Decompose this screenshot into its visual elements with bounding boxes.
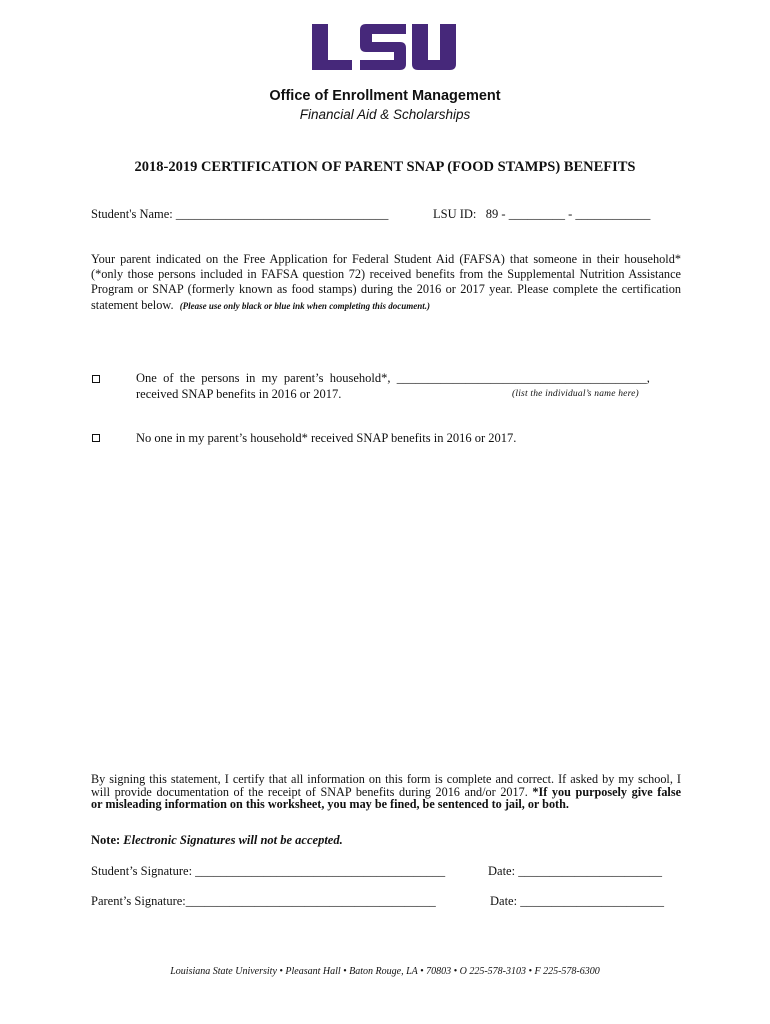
lsu-id-field[interactable]: LSU ID: 89 - _________ - ____________ (433, 207, 651, 221)
lsu-logo-graphic (310, 22, 460, 72)
cert-warning-start: *If you purposely give false (532, 784, 681, 799)
intro-line: Your parent indicated on the Free Application for Federal Student Aid (FAFSA) that someone in their household* (91, 252, 681, 266)
name-hint: (list the individual’s name here) (512, 389, 639, 399)
student-signature-field[interactable]: Student’s Signature: ________________________________________ (91, 864, 446, 878)
parent-signature-field[interactable]: Parent’s Signature:________________________________________ (91, 894, 436, 908)
intro-line: (*only those persons included in FAFSA question 72) received benefits from the Supplemental Nutrition Assistance (91, 267, 681, 282)
intro-paragraph (91, 252, 681, 314)
certification-paragraph (91, 773, 681, 811)
option-someone-text-2: received SNAP benefits in 2016 or 2017. (136, 387, 342, 401)
intro-last-text: statement below. (91, 297, 174, 312)
cert-warning-end: or misleading information on this worksheet, you may be fined, be sentenced to jail, or both. (91, 797, 569, 811)
parent-date-field[interactable]: Date: _______________________ (490, 894, 664, 908)
lsu-logo (310, 22, 460, 72)
intro-line: Program or SNAP (formerly known as food stamps) during the 2016 or 2017 year. Please complete the certification (91, 282, 681, 297)
office-name: Office of Enrollment Management (269, 88, 501, 104)
note-label: Note: (91, 833, 121, 847)
note-text: Electronic Signatures will not be accepted. (120, 833, 343, 847)
form-title: 2018-2019 CERTIFICATION OF PARENT SNAP (FOOD STAMPS) BENEFITS (134, 159, 636, 175)
option-someone-checkbox[interactable] (92, 375, 100, 383)
option-someone-text: One of the persons in my parent’s household*, ________________________________________, (136, 371, 650, 385)
ink-note: (Please use only black or blue ink when completing this document.) (179, 300, 430, 311)
intro-line (91, 298, 681, 314)
electronic-signature-note (91, 833, 343, 848)
footer-address: Louisiana State University • Pleasant Hall • Baton Rouge, LA • 70803 • O 225-578-3103 • F 225-578-6300 (170, 966, 600, 977)
option-no-one-text: No one in my parent’s household* received SNAP benefits in 2016 or 2017. (136, 431, 517, 445)
cert-line (91, 798, 681, 811)
cert-line-2-text: will provide documentation of the receipt of SNAP benefits during 2016 and/or 2017. (91, 784, 533, 799)
student-date-field[interactable]: Date: _______________________ (488, 864, 662, 878)
cert-line: By signing this statement, I certify that all information on this form is complete and correct. If asked by my school, I (91, 772, 681, 786)
department-name: Financial Aid & Scholarships (299, 107, 471, 122)
student-name-field[interactable]: Student's Name: __________________________________ (91, 207, 389, 221)
option-no-one-checkbox[interactable] (92, 434, 100, 442)
